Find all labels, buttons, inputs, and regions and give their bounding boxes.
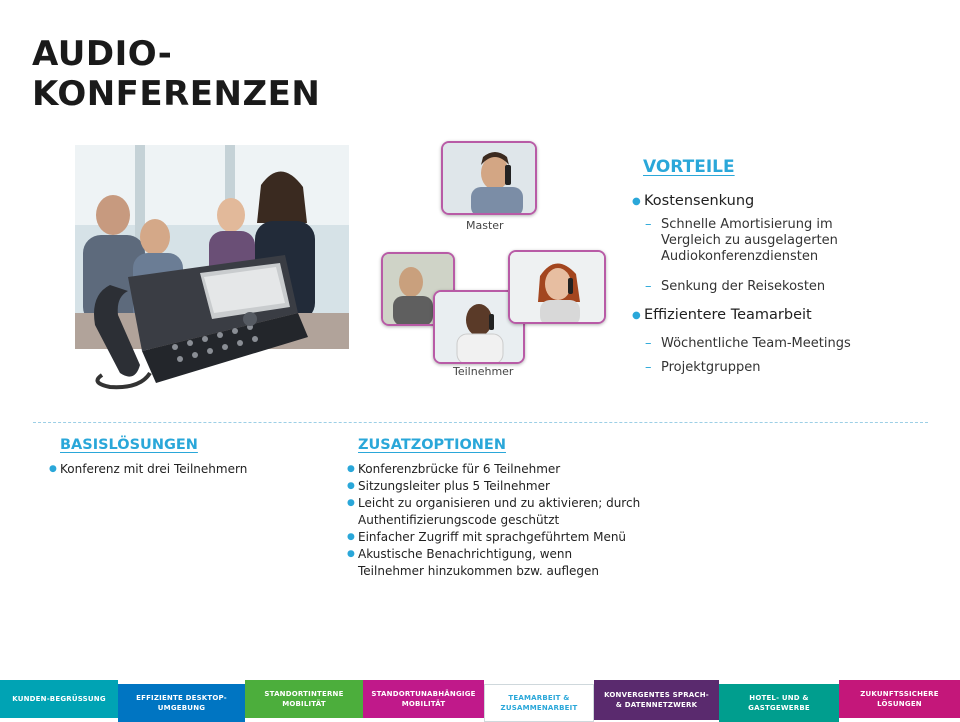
footer-tab-teamarbeit[interactable]: TEAMARBEIT & ZUSAMMENARBEIT bbox=[484, 684, 594, 722]
zusatz-list bbox=[347, 461, 688, 580]
participants-caption: Teilnehmer bbox=[453, 365, 514, 378]
footer-nav bbox=[0, 682, 960, 720]
master-caption: Master bbox=[466, 219, 504, 232]
basis-heading: BASISLÖSUNGEN bbox=[60, 437, 198, 453]
list-item bbox=[49, 461, 248, 478]
desk-phone-image bbox=[80, 255, 310, 390]
zusatz-heading: ZUSATZOPTIONEN bbox=[358, 437, 506, 453]
bullet-icon: ● bbox=[632, 310, 641, 321]
vorteil-label: Kostensenkung bbox=[644, 193, 755, 209]
page-title bbox=[32, 34, 320, 114]
vorteil-item bbox=[632, 307, 812, 323]
bullet-icon: ● bbox=[347, 532, 355, 542]
participant-illustration-3 bbox=[510, 252, 604, 322]
bullet-icon: ● bbox=[347, 464, 355, 474]
bullet-icon: ● bbox=[347, 481, 355, 491]
footer-tab-desktop[interactable]: EFFIZIENTE DESKTOP-UMGEBUNG bbox=[118, 684, 245, 722]
footer-tab-hotel[interactable]: HOTEL- UND & GASTGEWERBE bbox=[719, 684, 839, 722]
list-item-label: Konferenz mit drei Teilnehmern bbox=[60, 462, 248, 476]
vorteil-label: Effizientere Teamarbeit bbox=[644, 307, 812, 323]
vorteil-subitem bbox=[645, 360, 881, 376]
dash-icon: – bbox=[645, 360, 652, 375]
master-photo bbox=[441, 141, 537, 215]
footer-tab-konvergentes[interactable]: KONVERGENTES SPRACH- & DATENNETZWERK bbox=[594, 680, 719, 720]
footer-tab-standortunabhaengig[interactable]: STANDORTUNABHÄNGIGE MOBILITÄT bbox=[363, 680, 484, 718]
dash-icon: – bbox=[645, 217, 652, 232]
vorteil-subitem bbox=[645, 336, 891, 352]
list-item bbox=[347, 529, 688, 546]
footer-tab-kunden[interactable]: KUNDEN-BEGRÜSSUNG bbox=[0, 680, 118, 718]
basis-list bbox=[49, 461, 248, 478]
page-title-line1: AUDIO- bbox=[32, 34, 173, 74]
list-item bbox=[347, 461, 688, 478]
vorteil-subitem bbox=[645, 279, 881, 295]
bullet-icon: ● bbox=[49, 464, 57, 474]
list-item-label: Sitzungsleiter plus 5 Teilnehmer bbox=[358, 479, 550, 493]
section-divider bbox=[33, 422, 928, 423]
list-item-label: Konferenzbrücke für 6 Teilnehmer bbox=[358, 462, 561, 476]
participant-photo-3 bbox=[508, 250, 606, 324]
dash-icon: – bbox=[645, 336, 652, 351]
vorteil-sub-label: Senkung der Reisekosten bbox=[661, 279, 826, 294]
vorteil-sub-label: Schnelle Amortisierung im Vergleich zu ausgelagerten Audiokonferenzdiensten bbox=[661, 217, 838, 264]
vorteil-sub-label: Projektgruppen bbox=[661, 360, 761, 375]
list-item-label: Akustische Benachrichtigung, wenn Teilnehmer hinzukommen bzw. auflegen bbox=[358, 547, 600, 578]
bullet-icon: ● bbox=[347, 549, 355, 559]
vorteil-sub-label: Wöchentliche Team-Meetings bbox=[661, 336, 851, 351]
list-item bbox=[347, 546, 638, 580]
footer-tab-zukunft[interactable]: ZUKUNFTSSICHERE LÖSUNGEN bbox=[839, 680, 960, 718]
bullet-icon: ● bbox=[632, 196, 641, 207]
page-title-line2: KONFERENZEN bbox=[32, 74, 321, 114]
list-item-label: Einfacher Zugriff mit sprachgeführtem Menü bbox=[358, 530, 627, 544]
vorteil-subitem bbox=[645, 217, 861, 265]
list-item bbox=[347, 495, 658, 529]
dash-icon: – bbox=[645, 279, 652, 294]
list-item-label: Leicht zu organisieren und zu aktivieren; durch Authentifizierungscode geschützt bbox=[358, 496, 641, 527]
bullet-icon: ● bbox=[347, 498, 355, 508]
master-illustration bbox=[443, 143, 535, 213]
vorteile-heading: VORTEILE bbox=[643, 157, 735, 177]
footer-tab-standortintern[interactable]: STANDORTINTERNE MOBILITÄT bbox=[245, 680, 363, 718]
vorteil-item bbox=[632, 193, 755, 209]
list-item bbox=[347, 478, 688, 495]
